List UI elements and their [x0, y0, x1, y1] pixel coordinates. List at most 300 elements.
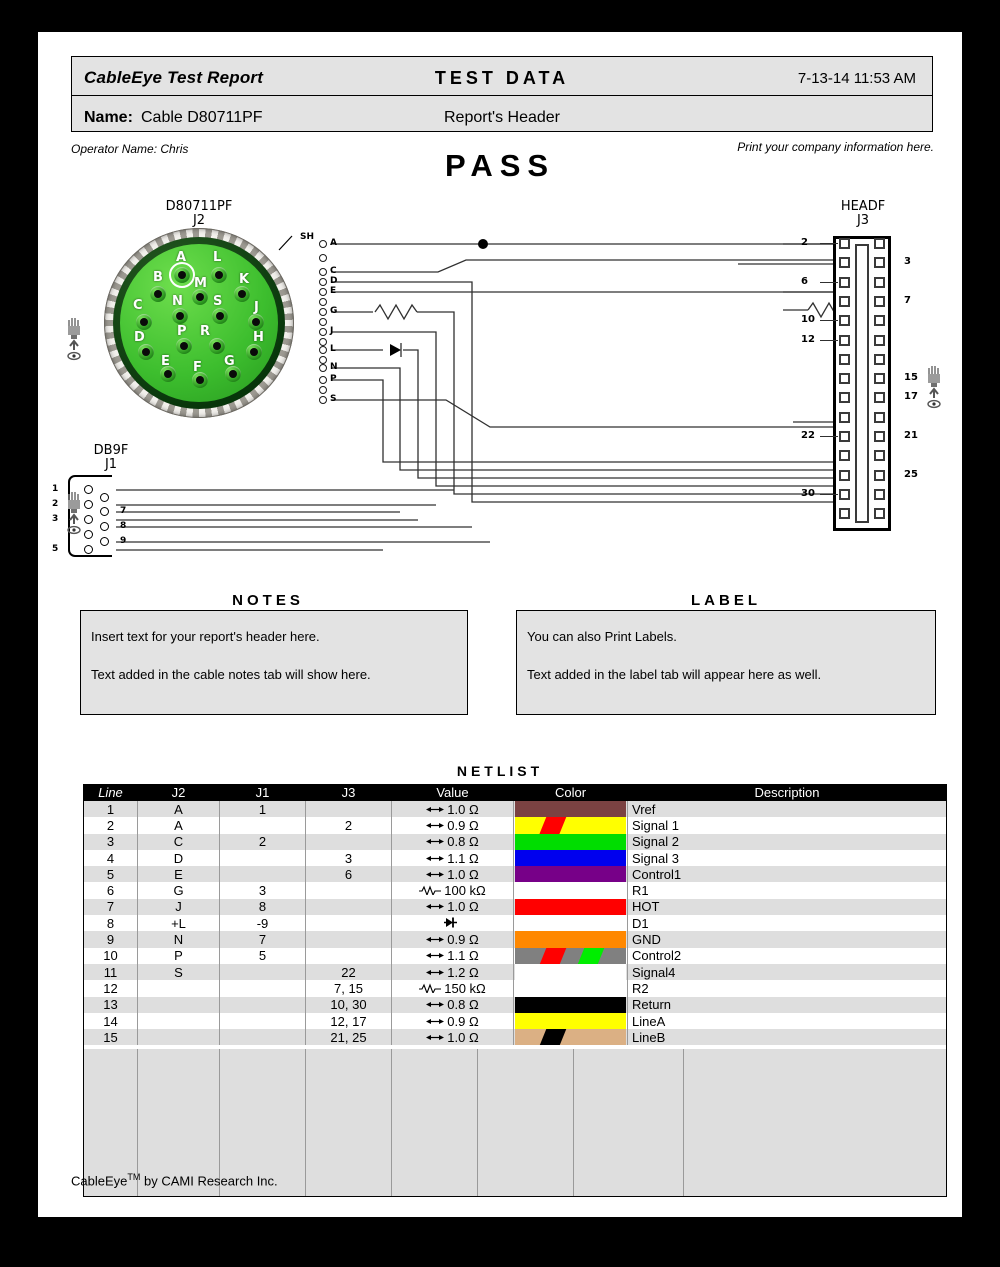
cell-j2: N	[138, 931, 220, 947]
color-swatch	[515, 801, 626, 817]
pin-label-E: E	[161, 354, 170, 369]
cell-line: 14	[84, 1013, 138, 1029]
cell-color	[514, 866, 628, 882]
color-swatch	[515, 817, 626, 833]
j2-terminal	[319, 318, 327, 326]
footer-by: by CAMI Research Inc.	[140, 1173, 278, 1189]
cell-color	[514, 899, 628, 915]
j3-pad	[874, 412, 885, 423]
cell-color	[514, 1029, 628, 1045]
j3-left-stub	[820, 436, 838, 437]
cell-j3: 6	[306, 866, 392, 882]
j2-terminal-label-S: S	[330, 394, 337, 404]
cell-description: Control2	[628, 948, 947, 964]
netlist-title: NETLIST	[456, 763, 544, 779]
cell-line: 1	[84, 801, 138, 817]
netlist-table	[83, 784, 947, 1045]
j1-pin	[100, 522, 109, 531]
test-result: PASS	[444, 148, 556, 183]
j2-terminal-label-D: D	[330, 276, 338, 286]
j2-terminal-label-P: P	[330, 374, 337, 384]
cell-description: Signal 1	[628, 817, 947, 833]
j3-right-pin-label-21: 21	[904, 430, 918, 441]
cell-j3	[306, 899, 392, 915]
j3-pad	[874, 354, 885, 365]
header-divider	[71, 95, 933, 96]
pin-hole-P	[176, 338, 192, 354]
pin-hole-S	[212, 308, 228, 324]
cell-line: 2	[84, 817, 138, 833]
footer-brand: CableEye	[71, 1173, 128, 1189]
netlist-row	[84, 931, 947, 947]
cell-value	[392, 817, 514, 833]
cell-j2	[138, 997, 220, 1013]
j2-terminal-label-N: N	[330, 362, 338, 372]
report-datetime: 7-13-14 11:53 AM	[797, 70, 916, 87]
cell-j1: 8	[220, 899, 306, 915]
cell-j2: C	[138, 834, 220, 850]
cont-symbol-icon	[426, 965, 444, 980]
netlist-row	[84, 817, 947, 833]
cell-j1	[220, 997, 306, 1013]
j2-terminal-label-L: L	[330, 344, 336, 354]
j2-terminal	[319, 396, 327, 404]
cell-color	[514, 964, 628, 980]
j3-pad	[874, 450, 885, 461]
cont-symbol-icon	[426, 1014, 444, 1029]
pin-hole-B	[150, 286, 166, 302]
cell-j1: 1	[220, 801, 306, 817]
cell-j3: 12, 17	[306, 1013, 392, 1029]
j3-pad	[874, 277, 885, 288]
cell-line: 3	[84, 834, 138, 850]
color-swatch	[515, 1029, 626, 1045]
netlist-row	[84, 801, 947, 817]
pin-label-N: N	[172, 294, 183, 309]
pin-hole-A	[174, 267, 190, 283]
j3-pad	[839, 315, 850, 326]
res-symbol-icon	[419, 981, 441, 996]
cell-color	[514, 1013, 628, 1029]
j3-pad	[839, 489, 850, 500]
cell-j3	[306, 915, 392, 931]
value-text: 100 kΩ	[444, 883, 486, 899]
pin-hole-D	[138, 344, 154, 360]
cell-value	[392, 882, 514, 898]
color-swatch	[515, 899, 626, 915]
value-text: 1.0 Ω	[447, 801, 479, 817]
value-text: 1.2 Ω	[447, 964, 479, 980]
col-header-j3: J3	[306, 784, 392, 801]
j3-pad	[874, 315, 885, 326]
netlist-row	[84, 882, 947, 898]
cell-value	[392, 964, 514, 980]
j3-left-pin-label-12: 12	[801, 333, 815, 345]
cell-value	[392, 866, 514, 882]
j2-title: D80711PF	[165, 199, 233, 214]
j3-pad	[839, 277, 850, 288]
report-page	[38, 32, 962, 1217]
cell-j2: P	[138, 948, 220, 964]
cell-description: Control1	[628, 866, 947, 882]
cell-j2	[138, 980, 220, 996]
cell-j2: A	[138, 801, 220, 817]
j1-pin	[84, 500, 93, 509]
pin-hole-R	[209, 338, 225, 354]
cell-color	[514, 915, 628, 931]
cell-description: HOT	[628, 899, 947, 915]
j1-right-pin-label-8: 8	[120, 521, 127, 531]
cell-j3: 3	[306, 850, 392, 866]
pin-label-S: S	[213, 294, 223, 309]
j3-pad	[839, 412, 850, 423]
cell-j2: A	[138, 817, 220, 833]
cell-j3: 21, 25	[306, 1029, 392, 1045]
cell-color	[514, 882, 628, 898]
cell-line: 11	[84, 964, 138, 980]
j2-terminal	[319, 278, 327, 286]
cell-line: 10	[84, 948, 138, 964]
j3-right-pin-label-25: 25	[904, 468, 918, 480]
j1-pin	[84, 545, 93, 554]
j2-ref: J2	[192, 212, 206, 228]
cell-j3	[306, 948, 392, 964]
cell-line: 15	[84, 1029, 138, 1045]
color-swatch	[515, 850, 626, 866]
j1-ref: J1	[104, 456, 118, 472]
cell-line: 9	[84, 931, 138, 947]
j3-pad	[839, 470, 850, 481]
netlist-header-row	[84, 784, 947, 801]
cell-j1	[220, 866, 306, 882]
cell-j3	[306, 834, 392, 850]
cell-color	[514, 834, 628, 850]
j2-terminal-label-G: G	[330, 306, 338, 316]
netlist-row	[84, 1029, 947, 1045]
j3-ref: J3	[856, 212, 870, 228]
j3-left-pin-label-2: 2	[801, 237, 808, 248]
cell-color	[514, 997, 628, 1013]
value-text: 1.0 Ω	[447, 866, 479, 882]
cont-symbol-icon	[426, 899, 444, 914]
shield-leader-line	[278, 234, 300, 252]
pin-hole-M	[192, 289, 208, 305]
j1-left-pin-label-1: 1	[52, 484, 59, 494]
j3-pad	[874, 489, 885, 500]
j3-left-pin-label-30: 30	[801, 487, 815, 499]
diode-symbol-icon	[444, 916, 458, 931]
cell-value	[392, 1029, 514, 1045]
j1-pin	[84, 485, 93, 494]
res-symbol-icon	[419, 883, 441, 898]
netlist-row	[84, 997, 947, 1013]
j2-terminal	[319, 288, 327, 296]
j3-left-pin-label-22: 22	[801, 430, 815, 441]
cell-line: 6	[84, 882, 138, 898]
j3-pad	[874, 431, 885, 442]
pin-label-C: C	[133, 298, 143, 313]
col-header-color: Color	[514, 784, 628, 801]
netlist-row	[84, 1013, 947, 1029]
pin-label-H: H	[253, 330, 264, 345]
j3-pad	[839, 354, 850, 365]
cell-line: 13	[84, 997, 138, 1013]
color-swatch	[515, 931, 626, 947]
cell-description: GND	[628, 931, 947, 947]
color-swatch	[515, 997, 626, 1013]
notes-box	[80, 610, 468, 715]
j2-terminal	[319, 268, 327, 276]
pin-hole-K	[234, 286, 250, 302]
cell-line: 7	[84, 899, 138, 915]
j3-left-stub	[820, 243, 838, 244]
cell-j1: 7	[220, 931, 306, 947]
pin-label-F: F	[193, 360, 202, 375]
footer-credit	[71, 1172, 278, 1188]
netlist-row	[84, 915, 947, 931]
cell-color	[514, 801, 628, 817]
report-subheader: Report's Header	[444, 109, 560, 126]
value-text: 150 kΩ	[444, 980, 486, 996]
j3-pad	[874, 392, 885, 403]
j3-pad	[874, 296, 885, 307]
pin-label-G: G	[224, 354, 235, 369]
pin-label-D: D	[134, 330, 145, 345]
j2-terminal	[319, 338, 327, 346]
cell-color	[514, 850, 628, 866]
j1-pin	[100, 493, 109, 502]
cable-name-value: Cable D80711PF	[141, 109, 263, 126]
cell-color	[514, 948, 628, 964]
cell-j3: 2	[306, 817, 392, 833]
j2-terminal	[319, 308, 327, 316]
cell-j3: 10, 30	[306, 997, 392, 1013]
cont-symbol-icon	[426, 818, 444, 833]
col-header-line: Line	[84, 784, 138, 801]
col-header-description: Description	[628, 784, 947, 801]
cell-value	[392, 997, 514, 1013]
j2-terminal	[319, 364, 327, 372]
j3-caption	[810, 200, 916, 227]
wiring-diagram	[38, 172, 962, 592]
j3-pad	[839, 296, 850, 307]
j1-left-pin-label-2: 2	[52, 499, 59, 509]
cell-j2	[138, 1013, 220, 1029]
j1-pin	[84, 515, 93, 524]
j2-terminal	[319, 356, 327, 364]
pin-label-J: J	[254, 300, 259, 315]
j2-connector	[104, 228, 294, 418]
pin-hole-J	[248, 314, 264, 330]
value-text: 0.9 Ω	[447, 817, 479, 833]
netlist-row	[84, 899, 947, 915]
cell-description: R2	[628, 980, 947, 996]
cell-j3	[306, 882, 392, 898]
j3-pad	[874, 508, 885, 519]
netlist-row	[84, 964, 947, 980]
j1-probe-icon	[63, 490, 85, 536]
cell-j2: E	[138, 866, 220, 882]
j1-left-pin-label-3: 3	[52, 514, 59, 524]
label-line-2: Text added in the label tab will appear here as well.	[527, 667, 822, 682]
j2-terminal-label-J: J	[330, 326, 334, 336]
j2-terminal	[319, 376, 327, 384]
netlist-row	[84, 834, 947, 850]
cell-j1: 2	[220, 834, 306, 850]
color-swatch	[515, 948, 626, 964]
pin-hole-N	[172, 308, 188, 324]
j2-terminal-label-C: C	[330, 266, 337, 276]
cell-description: R1	[628, 882, 947, 898]
j2-terminal	[319, 386, 327, 394]
netlist-row	[84, 866, 947, 882]
value-text: 1.1 Ω	[447, 948, 479, 964]
j3-pad	[839, 257, 850, 268]
j1-right-pin-label-9: 9	[120, 536, 127, 546]
cell-j2: S	[138, 964, 220, 980]
j1-left-pin-label-5: 5	[52, 544, 59, 554]
pin-label-A: A	[176, 250, 187, 265]
cell-description: Vref	[628, 801, 947, 817]
j3-left-stub	[820, 320, 838, 321]
j3-pad	[839, 450, 850, 461]
value-text: 1.1 Ω	[447, 850, 479, 866]
cell-description: LineA	[628, 1013, 947, 1029]
cell-j2: G	[138, 882, 220, 898]
cont-symbol-icon	[426, 867, 444, 882]
j3-right-pin-label-7: 7	[904, 294, 911, 306]
color-swatch	[515, 866, 626, 882]
cell-value	[392, 948, 514, 964]
cont-symbol-icon	[426, 802, 444, 817]
cell-description: D1	[628, 915, 947, 931]
pin-label-L: L	[213, 250, 222, 265]
cell-value	[392, 899, 514, 915]
j3-pad	[874, 238, 885, 249]
cell-color	[514, 931, 628, 947]
cell-j3	[306, 931, 392, 947]
j3-pad	[839, 238, 850, 249]
j2-terminal	[319, 328, 327, 336]
value-text: 0.9 Ω	[447, 932, 479, 948]
j3-pad	[839, 373, 850, 384]
j2-caption	[104, 200, 294, 227]
shield-label: SH	[300, 232, 315, 242]
j2-terminal-label-E: E	[330, 286, 337, 296]
col-header-value: Value	[392, 784, 514, 801]
pin-label-P: P	[177, 324, 187, 339]
cell-j2: D	[138, 850, 220, 866]
j1-caption	[56, 444, 166, 471]
netlist-row	[84, 980, 947, 996]
netlist-row	[84, 948, 947, 964]
cont-symbol-icon	[426, 997, 444, 1012]
cell-j3	[306, 801, 392, 817]
j3-pad	[839, 508, 850, 519]
cell-j1: 5	[220, 948, 306, 964]
cell-j1	[220, 1029, 306, 1045]
cell-j3: 7, 15	[306, 980, 392, 996]
j3-probe-icon	[923, 364, 945, 410]
j2-terminal	[319, 240, 327, 248]
j3-pad	[874, 335, 885, 346]
cell-j3: 22	[306, 964, 392, 980]
j1-pin	[100, 537, 109, 546]
cont-symbol-icon	[426, 1030, 444, 1045]
cell-description: LineB	[628, 1029, 947, 1045]
j3-pad	[874, 470, 885, 481]
label-title: LABEL	[691, 592, 761, 609]
cell-j2	[138, 1029, 220, 1045]
cell-line: 4	[84, 850, 138, 866]
j2-terminal	[319, 298, 327, 306]
label-line-1: You can also Print Labels.	[527, 629, 677, 644]
j3-pad	[874, 373, 885, 384]
j2-terminal	[319, 346, 327, 354]
j3-right-pin-label-15: 15	[904, 372, 918, 384]
cell-line: 8	[84, 915, 138, 931]
cell-j1	[220, 964, 306, 980]
j2-probe-icon	[63, 316, 85, 362]
cell-color	[514, 980, 628, 996]
notes-title: NOTES	[232, 592, 304, 609]
j3-pad	[839, 335, 850, 346]
j3-right-pin-label-17: 17	[904, 391, 918, 403]
cell-value	[392, 931, 514, 947]
value-text: 1.0 Ω	[447, 1029, 479, 1045]
j3-left-stub	[820, 282, 838, 283]
cell-value	[392, 980, 514, 996]
cell-j2: +L	[138, 915, 220, 931]
color-swatch	[515, 1013, 626, 1029]
j3-left-pin-label-6: 6	[801, 275, 808, 287]
cell-line: 5	[84, 866, 138, 882]
pin-label-B: B	[153, 270, 163, 285]
pin-hole-L	[211, 267, 227, 283]
cell-j1	[220, 980, 306, 996]
cell-value	[392, 850, 514, 866]
cell-value	[392, 834, 514, 850]
j3-left-stub	[820, 340, 838, 341]
label-box	[516, 610, 936, 715]
connector-face	[120, 244, 278, 402]
footer-tm: TM	[127, 1172, 141, 1182]
j1-right-pin-label-7: 7	[120, 506, 127, 516]
cont-symbol-icon	[426, 948, 444, 963]
cell-value	[392, 915, 514, 931]
cell-value	[392, 1013, 514, 1029]
pin-label-K: K	[239, 272, 250, 287]
cell-j1	[220, 850, 306, 866]
pin-hole-H	[246, 344, 262, 360]
notes-line-2: Text added in the cable notes tab will show here.	[91, 667, 371, 682]
cell-j1: 3	[220, 882, 306, 898]
cell-color	[514, 817, 628, 833]
j1-title: DB9F	[93, 443, 129, 458]
j3-right-pin-label-3: 3	[904, 256, 911, 268]
pin-hole-C	[136, 314, 152, 330]
color-swatch	[515, 964, 626, 980]
netlist-row	[84, 850, 947, 866]
report-title: CableEye Test Report	[84, 68, 264, 87]
cont-symbol-icon	[426, 851, 444, 866]
cell-description: Return	[628, 997, 947, 1013]
j3-inner-key	[855, 244, 869, 523]
cell-j2: J	[138, 899, 220, 915]
j3-left-stub	[820, 494, 838, 495]
col-header-j1: J1	[220, 784, 306, 801]
j2-terminal	[319, 254, 327, 262]
